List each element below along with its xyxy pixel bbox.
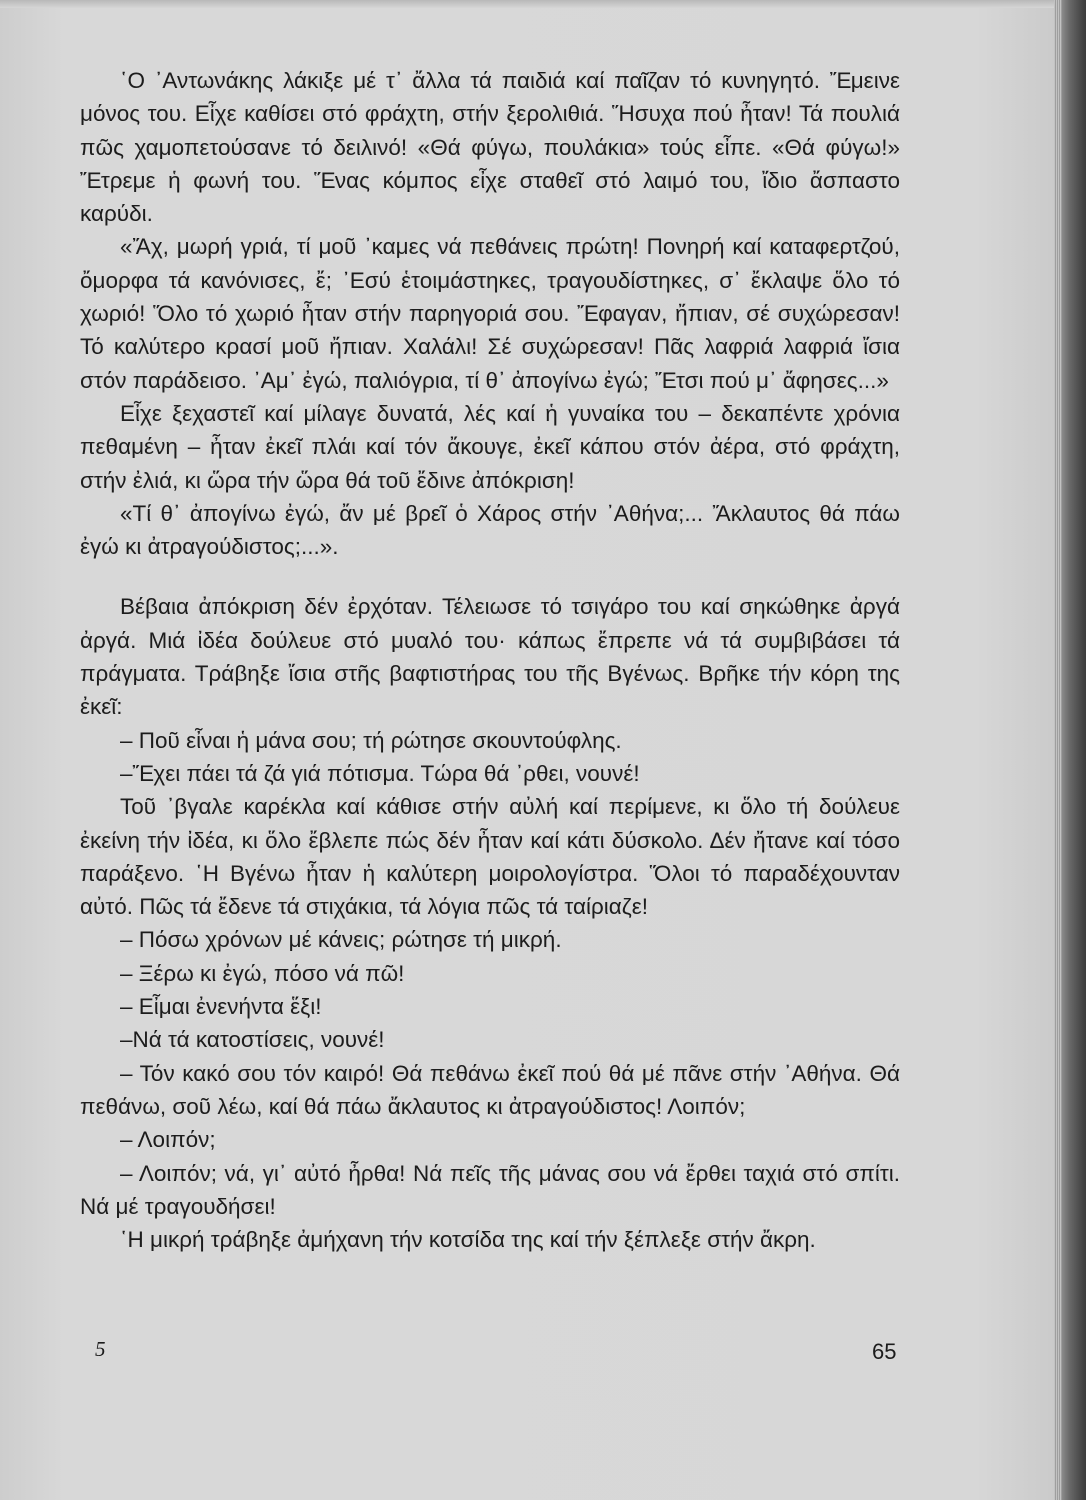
dialogue-line: – Λοιπόν; νά, γι᾿ αὐτό ἦρθα! Νά πεῖς τῆς μάνας σου νά ἔρθει ταχιά στό σπίτι. Νά μέ τραγουδήσει! [80,1160,900,1219]
section-gap [80,563,900,590]
dialogue-line: – Τόν κακό σου τόν καιρό! Θά πεθάνω ἐκεῖ πού θά μέ πᾶνε στήν ᾿Αθήνα. Θά πεθάνω, σοῦ λέω, καί θά πάω ἄκλαυτος κι ἀτραγούδιστος! Λοιπόν; [80,1060,900,1119]
dialogue-line: – Πόσω χρόνων μέ κάνεις; ρώτησε τή μικρή. [120,927,562,953]
dialogue-line: –Νά τά κατοστίσεις, νουνέ! [120,1027,385,1053]
dialogue-line: –Ἔχει πάει τά ζά γιά πότισμα. Τώρα θά ᾿ρθει, νουνέ! [120,760,640,786]
dialogue-line: – Ποῦ εἶναι ἡ μάνα σου; τή ρώτησε σκουντούφλης. [120,727,622,753]
book-spine [1062,0,1086,1500]
signature-mark: 5 [95,1337,106,1361]
body-text [80,64,900,1256]
page-number: 65 [872,1339,897,1364]
page-edge [1054,0,1062,1500]
paragraph: ῾Η μικρή τράβηξε ἀμήχανη τήν κοτσίδα της καί τήν ξέπλεξε στήν ἄκρη. [120,1227,816,1253]
page-top-shadow [0,0,1062,8]
paragraph: Εἶχε ξεχαστεῖ καί μίλαγε δυνατά, λές καί ἡ γυναίκα του – δεκαπέντε χρόνια πεθαμένη – ἦταν ἐκεῖ πλάι καί τόν ἄκουγε, ἐκεῖ κάπου στόν ἀέρα, στό φράχτη, στήν ἐλιά, κι ὥρα τήν ὥρα θά τοῦ ἔδινε ἀπόκριση! [80,400,900,493]
dialogue-line: – Ξέρω κι ἐγώ, πόσο νά πῶ! [120,960,405,986]
dialogue-line: – Εἶμαι ἐνενήντα ἕξι! [120,994,322,1020]
paragraph: «Τί θ᾿ ἀπογίνω ἐγώ, ἄν μέ βρεῖ ὁ Χάρος στήν ᾿Αθήνα;... Ἄκλαυτος θά πάω ἐγώ κι ἀτραγούδιστος;...». [80,500,900,560]
paragraph: Βέβαια ἀπόκριση δέν ἐρχόταν. Τέλειωσε τό τσιγάρο του καί σηκώθηκε ἀργά ἀργά. Μιά ἰδέα δούλευε στό μυαλό του· κάπως ἔπρεπε νά τά συμβιβάσει τά πράγματα. Τράβηξε ἴσια στῆς βαφτιστήρας του τῆς Βγένως. Βρῆκε τήν κόρη της ἐκεῖ: [80,594,900,720]
dialogue-line: – Λοιπόν; [120,1127,216,1153]
paragraph: «Ἄχ, μωρή γριά, τί μοῦ ᾿καμες νά πεθάνεις πρώτη! Πονηρή καί καταφερτζού, ὄμορφα τά κανόνισες, ἔ; ᾿Εσύ ἑτοιμάστηκες, τραγουδίστηκες, σ᾿ ἔκλαψε ὅλο τό χωριό! Ὅλο τό χωριό ἦταν στήν παρηγοριά σου. Ἔφαγαν, ἤπιαν, σέ συχώρεσαν! Τό καλύτερο κρασί μοῦ ἤπιαν. Χαλάλι! Σέ συχώρεσαν! Πᾶς λαφριά λαφριά ἴσια στόν παράδεισο. ᾿Αμ᾿ ἐγώ, παλιόγρια, τί θ᾿ ἀπογίνω ἐγώ; Ἔτσι πού μ᾿ ἄφησες...» [80,234,900,393]
paragraph: ῾Ο ᾿Αντωνάκης λάκιξε μέ τ᾿ ἄλλα τά παιδιά καί παῖζαν τό κυνηγητό. Ἔμεινε μόνος του. Εἶχε καθίσει στό φράχτη, στήν ξερολιθιά. Ἥσυχα πού ἦταν! Τά πουλιά πῶς χαμοπετούσανε τό δειλινό! «Θά φύγω, πουλάκια» τούς εἶπε. «Θά φύγω!» Ἔτρεμε ἡ φωνή του. Ἕνας κόμπος εἶχε σταθεῖ στό λαιμό του, ἴδιο ἄσπαστο καρύδι. [80,68,900,227]
paragraph: Τοῦ ᾿βγαλε καρέκλα καί κάθισε στήν αὐλή καί περίμενε, κι ὅλο τή δούλευε ἐκείνη τήν ἰδέα, κι ὅλο ἔβλεπε πώς δέν ἦταν καί κάτι δύσκολο. Δέν ἤτανε καί τόσο παράξενο. ῾Η Βγένω ἦταν ἡ καλύτερη μοιρολογίστρα. Ὅλοι τό παραδέχουνταν αὐτό. Πῶς τά ἔδενε τά στιχάκια, τά λόγια πῶς τά ταίριαζε! [80,794,900,920]
